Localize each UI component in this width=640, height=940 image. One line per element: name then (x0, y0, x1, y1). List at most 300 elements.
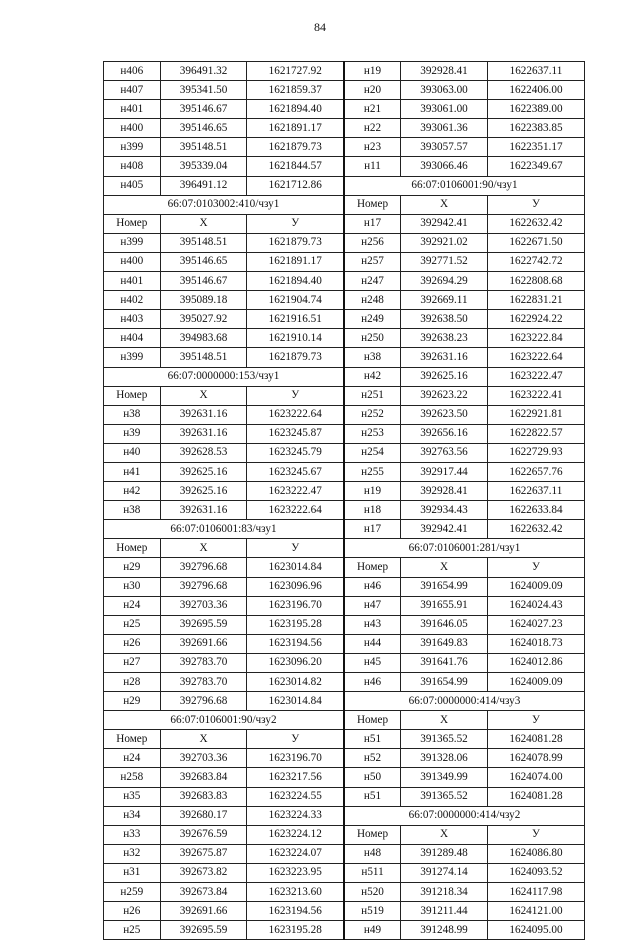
y-coordinate-cell: 1621727.92 (247, 62, 344, 81)
y-coordinate-cell: 1622924.22 (487, 310, 584, 329)
x-coordinate-cell: 391349.99 (401, 768, 488, 787)
point-id-cell: н520 (344, 883, 401, 902)
table-row (104, 787, 585, 806)
y-coordinate-cell: 1621910.14 (247, 329, 344, 348)
table-row (104, 405, 585, 424)
y-coordinate-cell: 1622632.42 (487, 520, 584, 539)
x-coordinate-cell: 392695.59 (160, 615, 247, 634)
point-id-cell: н32 (104, 844, 161, 863)
x-coordinate-cell: 392928.41 (401, 482, 488, 501)
x-coordinate-cell: 392623.22 (401, 386, 488, 405)
y-coordinate-cell: 1621904.74 (247, 291, 344, 310)
x-coordinate-cell: 392669.11 (401, 291, 488, 310)
y-coordinate-cell: 1622831.21 (487, 291, 584, 310)
point-id-cell: н401 (104, 100, 161, 119)
y-coordinate-cell: 1623223.95 (247, 863, 344, 882)
x-coordinate-cell: 392942.41 (401, 214, 488, 233)
parcel-title: 66:07:0106001:90/чзу1 (344, 176, 585, 195)
column-header-x: X (160, 539, 247, 558)
point-id-cell: н48 (344, 844, 401, 863)
y-coordinate-cell: 1621712.86 (247, 176, 344, 195)
y-coordinate-cell: 1623245.79 (247, 443, 344, 462)
x-coordinate-cell: 391655.91 (401, 596, 488, 615)
column-header-id: Номер (344, 825, 401, 844)
table-row (104, 825, 585, 844)
table-row (104, 195, 585, 214)
y-coordinate-cell: 1623195.28 (247, 615, 344, 634)
y-coordinate-cell: 1624095.00 (487, 921, 584, 940)
y-coordinate-cell: 1622637.11 (487, 62, 584, 81)
y-coordinate-cell: 1623222.47 (247, 482, 344, 501)
y-coordinate-cell: 1622921.81 (487, 405, 584, 424)
x-coordinate-cell: 392628.53 (160, 443, 247, 462)
point-id-cell: н399 (104, 233, 161, 252)
y-coordinate-cell: 1624009.09 (487, 577, 584, 596)
y-coordinate-cell: 1624081.28 (487, 730, 584, 749)
y-coordinate-cell: 1623222.84 (487, 329, 584, 348)
point-id-cell: н19 (344, 482, 401, 501)
table-row (104, 558, 585, 577)
x-coordinate-cell: 392638.50 (401, 310, 488, 329)
column-header-y: У (247, 730, 344, 749)
x-coordinate-cell: 395146.67 (160, 100, 247, 119)
point-id-cell: н404 (104, 329, 161, 348)
x-coordinate-cell: 391654.99 (401, 577, 488, 596)
point-id-cell: н253 (344, 424, 401, 443)
point-id-cell: н33 (104, 825, 161, 844)
y-coordinate-cell: 1624081.28 (487, 787, 584, 806)
point-id-cell: н46 (344, 673, 401, 692)
point-id-cell: н405 (104, 176, 161, 195)
y-coordinate-cell: 1622671.50 (487, 233, 584, 252)
point-id-cell: н42 (104, 482, 161, 501)
point-id-cell: н47 (344, 596, 401, 615)
point-id-cell: н22 (344, 119, 401, 138)
y-coordinate-cell: 1622633.84 (487, 501, 584, 520)
y-coordinate-cell: 1623224.12 (247, 825, 344, 844)
x-coordinate-cell: 392695.59 (160, 921, 247, 940)
x-coordinate-cell: 396491.32 (160, 62, 247, 81)
y-coordinate-cell: 1623195.28 (247, 921, 344, 940)
parcel-title: 66:07:0106001:83/чзу1 (104, 520, 344, 539)
table-row (104, 634, 585, 653)
x-coordinate-cell: 392783.70 (160, 653, 247, 672)
table-row (104, 329, 585, 348)
x-coordinate-cell: 391211.44 (401, 902, 488, 921)
point-id-cell: н42 (344, 367, 401, 386)
x-coordinate-cell: 392631.16 (160, 424, 247, 443)
column-header-y: У (487, 195, 584, 214)
x-coordinate-cell: 392625.16 (401, 367, 488, 386)
parcel-title: 66:07:0103002:410/чзу1 (104, 195, 344, 214)
y-coordinate-cell: 1621844.57 (247, 157, 344, 176)
column-header-id: Номер (104, 539, 161, 558)
y-coordinate-cell: 1622637.11 (487, 482, 584, 501)
y-coordinate-cell: 1622729.93 (487, 443, 584, 462)
point-id-cell: н254 (344, 443, 401, 462)
x-coordinate-cell: 392680.17 (160, 806, 247, 825)
x-coordinate-cell: 392675.87 (160, 844, 247, 863)
point-id-cell: н251 (344, 386, 401, 405)
table-row (104, 692, 585, 711)
x-coordinate-cell: 391654.99 (401, 673, 488, 692)
table-row (104, 252, 585, 271)
point-id-cell: н30 (104, 577, 161, 596)
point-id-cell: н258 (104, 768, 161, 787)
table-row (104, 501, 585, 520)
y-coordinate-cell: 1622406.00 (487, 81, 584, 100)
table-row (104, 673, 585, 692)
parcel-title: 66:07:0000000:153/чзу1 (104, 367, 344, 386)
point-id-cell: н39 (104, 424, 161, 443)
y-coordinate-cell: 1623222.47 (487, 367, 584, 386)
table-row (104, 883, 585, 902)
column-header-y: У (247, 214, 344, 233)
point-id-cell: н256 (344, 233, 401, 252)
table-row (104, 272, 585, 291)
x-coordinate-cell: 395148.51 (160, 348, 247, 367)
column-header-id: Номер (344, 195, 401, 214)
point-id-cell: н40 (104, 443, 161, 462)
table-row (104, 424, 585, 443)
point-id-cell: н24 (104, 596, 161, 615)
x-coordinate-cell: 393057.57 (401, 138, 488, 157)
point-id-cell: н51 (344, 787, 401, 806)
y-coordinate-cell: 1622383.85 (487, 119, 584, 138)
column-header-x: X (401, 825, 488, 844)
column-header-y: У (487, 558, 584, 577)
table-row (104, 520, 585, 539)
y-coordinate-cell: 1621891.17 (247, 119, 344, 138)
table-row (104, 863, 585, 882)
x-coordinate-cell: 392656.16 (401, 424, 488, 443)
point-id-cell: н46 (344, 577, 401, 596)
point-id-cell: н257 (344, 252, 401, 271)
y-coordinate-cell: 1623194.56 (247, 902, 344, 921)
point-id-cell: н11 (344, 157, 401, 176)
table-row (104, 462, 585, 481)
point-id-cell: н408 (104, 157, 161, 176)
x-coordinate-cell: 391328.06 (401, 749, 488, 768)
y-coordinate-cell: 1624078.99 (487, 749, 584, 768)
table-row (104, 902, 585, 921)
x-coordinate-cell: 392625.16 (160, 462, 247, 481)
y-coordinate-cell: 1623224.07 (247, 844, 344, 863)
point-id-cell: н52 (344, 749, 401, 768)
point-id-cell: н38 (104, 501, 161, 520)
table-row (104, 443, 585, 462)
point-id-cell: н34 (104, 806, 161, 825)
y-coordinate-cell: 1622632.42 (487, 214, 584, 233)
x-coordinate-cell: 392763.56 (401, 443, 488, 462)
x-coordinate-cell: 392694.29 (401, 272, 488, 291)
column-header-y: У (487, 825, 584, 844)
x-coordinate-cell: 393063.00 (401, 81, 488, 100)
table-row (104, 482, 585, 501)
point-id-cell: н17 (344, 214, 401, 233)
parcel-title: 66:07:0106001:90/чзу2 (104, 711, 344, 730)
y-coordinate-cell: 1624027.23 (487, 615, 584, 634)
point-id-cell: н21 (344, 100, 401, 119)
point-id-cell: н519 (344, 902, 401, 921)
y-coordinate-cell: 1623222.64 (247, 501, 344, 520)
column-header-id: Номер (344, 711, 401, 730)
parcel-title: 66:07:0106001:281/чзу1 (344, 539, 585, 558)
point-id-cell: н26 (104, 634, 161, 653)
coordinates-table (103, 61, 585, 940)
y-coordinate-cell: 1624024.43 (487, 596, 584, 615)
y-coordinate-cell: 1623213.60 (247, 883, 344, 902)
table-row (104, 749, 585, 768)
table-row (104, 653, 585, 672)
y-coordinate-cell: 1621879.73 (247, 233, 344, 252)
x-coordinate-cell: 395027.92 (160, 310, 247, 329)
point-id-cell: н28 (104, 673, 161, 692)
point-id-cell: н35 (104, 787, 161, 806)
point-id-cell: н18 (344, 501, 401, 520)
y-coordinate-cell: 1624009.09 (487, 673, 584, 692)
point-id-cell: н400 (104, 252, 161, 271)
point-id-cell: н19 (344, 62, 401, 81)
column-header-id: Номер (344, 558, 401, 577)
x-coordinate-cell: 392796.68 (160, 558, 247, 577)
y-coordinate-cell: 1624093.52 (487, 863, 584, 882)
y-coordinate-cell: 1623224.33 (247, 806, 344, 825)
y-coordinate-cell: 1621879.73 (247, 138, 344, 157)
x-coordinate-cell: 395146.67 (160, 272, 247, 291)
y-coordinate-cell: 1623196.70 (247, 596, 344, 615)
point-id-cell: н26 (104, 902, 161, 921)
x-coordinate-cell: 391218.34 (401, 883, 488, 902)
point-id-cell: н51 (344, 730, 401, 749)
column-header-x: X (401, 711, 488, 730)
point-id-cell: н23 (344, 138, 401, 157)
x-coordinate-cell: 391289.48 (401, 844, 488, 863)
y-coordinate-cell: 1623217.56 (247, 768, 344, 787)
y-coordinate-cell: 1623014.84 (247, 558, 344, 577)
table-row (104, 310, 585, 329)
table-row (104, 214, 585, 233)
x-coordinate-cell: 391365.52 (401, 787, 488, 806)
x-coordinate-cell: 395339.04 (160, 157, 247, 176)
point-id-cell: н20 (344, 81, 401, 100)
point-id-cell: н259 (104, 883, 161, 902)
x-coordinate-cell: 392917.44 (401, 462, 488, 481)
x-coordinate-cell: 392934.43 (401, 501, 488, 520)
column-header-x: X (160, 386, 247, 405)
column-header-id: Номер (104, 386, 161, 405)
y-coordinate-cell: 1624018.73 (487, 634, 584, 653)
x-coordinate-cell: 392783.70 (160, 673, 247, 692)
table-row (104, 596, 585, 615)
x-coordinate-cell: 391248.99 (401, 921, 488, 940)
x-coordinate-cell: 395146.65 (160, 252, 247, 271)
y-coordinate-cell: 1624074.00 (487, 768, 584, 787)
y-coordinate-cell: 1621894.40 (247, 272, 344, 291)
y-coordinate-cell: 1622351.17 (487, 138, 584, 157)
table-row (104, 921, 585, 940)
y-coordinate-cell: 1623224.55 (247, 787, 344, 806)
y-coordinate-cell: 1621894.40 (247, 100, 344, 119)
y-coordinate-cell: 1622808.68 (487, 272, 584, 291)
table-row (104, 348, 585, 367)
table-row (104, 81, 585, 100)
point-id-cell: н24 (104, 749, 161, 768)
point-id-cell: н399 (104, 138, 161, 157)
point-id-cell: н401 (104, 272, 161, 291)
page-number: 84 (314, 20, 326, 34)
x-coordinate-cell: 392703.36 (160, 596, 247, 615)
y-coordinate-cell: 1623096.96 (247, 577, 344, 596)
x-coordinate-cell: 392673.84 (160, 883, 247, 902)
y-coordinate-cell: 1623222.64 (247, 405, 344, 424)
column-header-y: У (487, 711, 584, 730)
parcel-title: 66:07:0000000:414/чзу3 (344, 692, 585, 711)
y-coordinate-cell: 1621891.17 (247, 252, 344, 271)
x-coordinate-cell: 394983.68 (160, 329, 247, 348)
y-coordinate-cell: 1621859.37 (247, 81, 344, 100)
x-coordinate-cell: 392683.83 (160, 787, 247, 806)
x-coordinate-cell: 391646.05 (401, 615, 488, 634)
table-row (104, 539, 585, 558)
column-header-x: X (401, 558, 488, 577)
point-id-cell: н43 (344, 615, 401, 634)
point-id-cell: н41 (104, 462, 161, 481)
x-coordinate-cell: 392625.16 (160, 482, 247, 501)
x-coordinate-cell: 395148.51 (160, 138, 247, 157)
point-id-cell: н247 (344, 272, 401, 291)
point-id-cell: н248 (344, 291, 401, 310)
x-coordinate-cell: 396491.12 (160, 176, 247, 195)
y-coordinate-cell: 1623222.64 (487, 348, 584, 367)
y-coordinate-cell: 1623014.82 (247, 673, 344, 692)
point-id-cell: н250 (344, 329, 401, 348)
x-coordinate-cell: 392673.82 (160, 863, 247, 882)
point-id-cell: н38 (344, 348, 401, 367)
table-row (104, 157, 585, 176)
parcel-title: 66:07:0000000:414/чзу2 (344, 806, 585, 825)
table-row (104, 615, 585, 634)
column-header-y: У (247, 539, 344, 558)
point-id-cell: н29 (104, 692, 161, 711)
y-coordinate-cell: 1623245.67 (247, 462, 344, 481)
x-coordinate-cell: 395341.50 (160, 81, 247, 100)
x-coordinate-cell: 392683.84 (160, 768, 247, 787)
y-coordinate-cell: 1622822.57 (487, 424, 584, 443)
point-id-cell: н511 (344, 863, 401, 882)
x-coordinate-cell: 392691.66 (160, 634, 247, 653)
x-coordinate-cell: 392691.66 (160, 902, 247, 921)
x-coordinate-cell: 392928.41 (401, 62, 488, 81)
point-id-cell: н25 (104, 921, 161, 940)
y-coordinate-cell: 1622742.72 (487, 252, 584, 271)
table-row (104, 711, 585, 730)
table-row (104, 62, 585, 81)
y-coordinate-cell: 1623096.20 (247, 653, 344, 672)
point-id-cell: н406 (104, 62, 161, 81)
x-coordinate-cell: 391274.14 (401, 863, 488, 882)
column-header-id: Номер (104, 730, 161, 749)
x-coordinate-cell: 393061.36 (401, 119, 488, 138)
table-row (104, 119, 585, 138)
table-row (104, 768, 585, 787)
table-row (104, 386, 585, 405)
y-coordinate-cell: 1622657.76 (487, 462, 584, 481)
y-coordinate-cell: 1623014.84 (247, 692, 344, 711)
table-row (104, 100, 585, 119)
point-id-cell: н402 (104, 291, 161, 310)
y-coordinate-cell: 1622349.67 (487, 157, 584, 176)
column-header-id: Номер (104, 214, 161, 233)
point-id-cell: н403 (104, 310, 161, 329)
y-coordinate-cell: 1623194.56 (247, 634, 344, 653)
x-coordinate-cell: 392631.16 (160, 405, 247, 424)
x-coordinate-cell: 392703.36 (160, 749, 247, 768)
table-row (104, 233, 585, 252)
point-id-cell: н252 (344, 405, 401, 424)
point-id-cell: н49 (344, 921, 401, 940)
column-header-y: У (247, 386, 344, 405)
x-coordinate-cell: 392638.23 (401, 329, 488, 348)
x-coordinate-cell: 395146.65 (160, 119, 247, 138)
y-coordinate-cell: 1623196.70 (247, 749, 344, 768)
point-id-cell: н50 (344, 768, 401, 787)
x-coordinate-cell: 392942.41 (401, 520, 488, 539)
table-row (104, 176, 585, 195)
x-coordinate-cell: 392631.16 (401, 348, 488, 367)
table-row (104, 138, 585, 157)
x-coordinate-cell: 392796.68 (160, 692, 247, 711)
y-coordinate-cell: 1623245.87 (247, 424, 344, 443)
y-coordinate-cell: 1624086.80 (487, 844, 584, 863)
point-id-cell: н31 (104, 863, 161, 882)
x-coordinate-cell: 391649.83 (401, 634, 488, 653)
table-row (104, 844, 585, 863)
y-coordinate-cell: 1624121.00 (487, 902, 584, 921)
column-header-x: X (160, 214, 247, 233)
y-coordinate-cell: 1624012.86 (487, 653, 584, 672)
table-row (104, 577, 585, 596)
table-row (104, 367, 585, 386)
x-coordinate-cell: 392676.59 (160, 825, 247, 844)
y-coordinate-cell: 1622389.00 (487, 100, 584, 119)
table-row (104, 806, 585, 825)
point-id-cell: н400 (104, 119, 161, 138)
y-coordinate-cell: 1621879.73 (247, 348, 344, 367)
point-id-cell: н45 (344, 653, 401, 672)
point-id-cell: н25 (104, 615, 161, 634)
x-coordinate-cell: 393066.46 (401, 157, 488, 176)
x-coordinate-cell: 393061.00 (401, 100, 488, 119)
y-coordinate-cell: 1624117.98 (487, 883, 584, 902)
point-id-cell: н255 (344, 462, 401, 481)
point-id-cell: н29 (104, 558, 161, 577)
x-coordinate-cell: 392771.52 (401, 252, 488, 271)
point-id-cell: н17 (344, 520, 401, 539)
x-coordinate-cell: 391365.52 (401, 730, 488, 749)
column-header-x: X (160, 730, 247, 749)
table-row (104, 291, 585, 310)
column-header-x: X (401, 195, 488, 214)
y-coordinate-cell: 1621916.51 (247, 310, 344, 329)
x-coordinate-cell: 392796.68 (160, 577, 247, 596)
point-id-cell: н27 (104, 653, 161, 672)
x-coordinate-cell: 391641.76 (401, 653, 488, 672)
point-id-cell: н407 (104, 81, 161, 100)
point-id-cell: н399 (104, 348, 161, 367)
x-coordinate-cell: 395148.51 (160, 233, 247, 252)
table-row (104, 730, 585, 749)
